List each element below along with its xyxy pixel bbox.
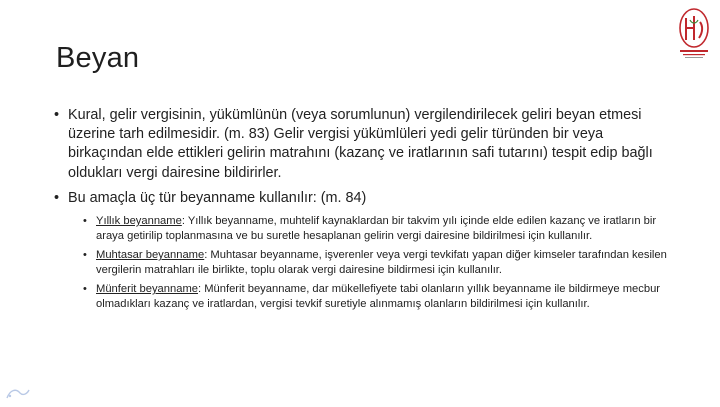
bullet-icon: • <box>54 189 60 206</box>
bullet-text: Bu amaçla üç tür beyanname kullanılır: (m. 84) <box>68 189 367 206</box>
bullet-icon: • <box>83 283 87 296</box>
sub-bullet-list <box>56 214 676 312</box>
bullet-item <box>56 189 676 208</box>
sub-bullet-item <box>83 248 676 277</box>
bullet-item <box>56 106 676 183</box>
sub-bullet-item <box>83 214 676 243</box>
term-description: : Yıllık beyanname, muhtelif kaynaklardan bir takvim yılı içinde elde edilen kazanç ve iratların bir araya getirilip toplanmasına ve bu suretle hesaplanan gelirin vergi dairesine bildirilmesi için kullanılır. <box>96 215 657 242</box>
term-label: Münferit beyanname <box>96 283 198 296</box>
corner-watermark-icon <box>4 384 32 402</box>
slide-title: Beyan <box>56 42 140 74</box>
term-label: Muhtasar beyanname <box>96 249 205 262</box>
slide-body <box>56 106 676 317</box>
bullet-icon: • <box>83 215 87 228</box>
university-logo <box>672 6 716 64</box>
bullet-text: Kural, gelir vergisinin, yükümlünün (veya sorumlunun) vergilendirilecek geliri beyan etmesi üzerine tarh edilmesidir. (m. 83) Gelir vergisi yükümlüleri yedi gelir türünden bir veya birkaçından elde ettikleri gelirin matrahını (kazanç ve iratlarının safi tutarını) tespit edip bağlı oldukları vergi dairesine bildirirler. <box>68 107 653 181</box>
bullet-icon: • <box>54 107 60 123</box>
bullet-icon: • <box>83 249 87 262</box>
term-description: : Münferit beyanname, dar mükellefiyete tabi olanların yıllık beyanname ile bildirmeye mecbur olmadıkları kazanç ve iratlardan, vergisi tevkif suretiyle alınmamış olanların bildirilmesi için kullanılır. <box>96 283 661 310</box>
sub-bullet-item <box>83 282 676 311</box>
term-label: Yıllık beyanname <box>96 215 182 228</box>
term-description: : Muhtasar beyanname, işverenler veya vergi tevkifatı yapan diğer kimseler tarafından kesilen vergilerin matrahları ile birlikte, toplu olarak vergi dairesine bildirmesi için kullanılır. <box>96 249 667 276</box>
